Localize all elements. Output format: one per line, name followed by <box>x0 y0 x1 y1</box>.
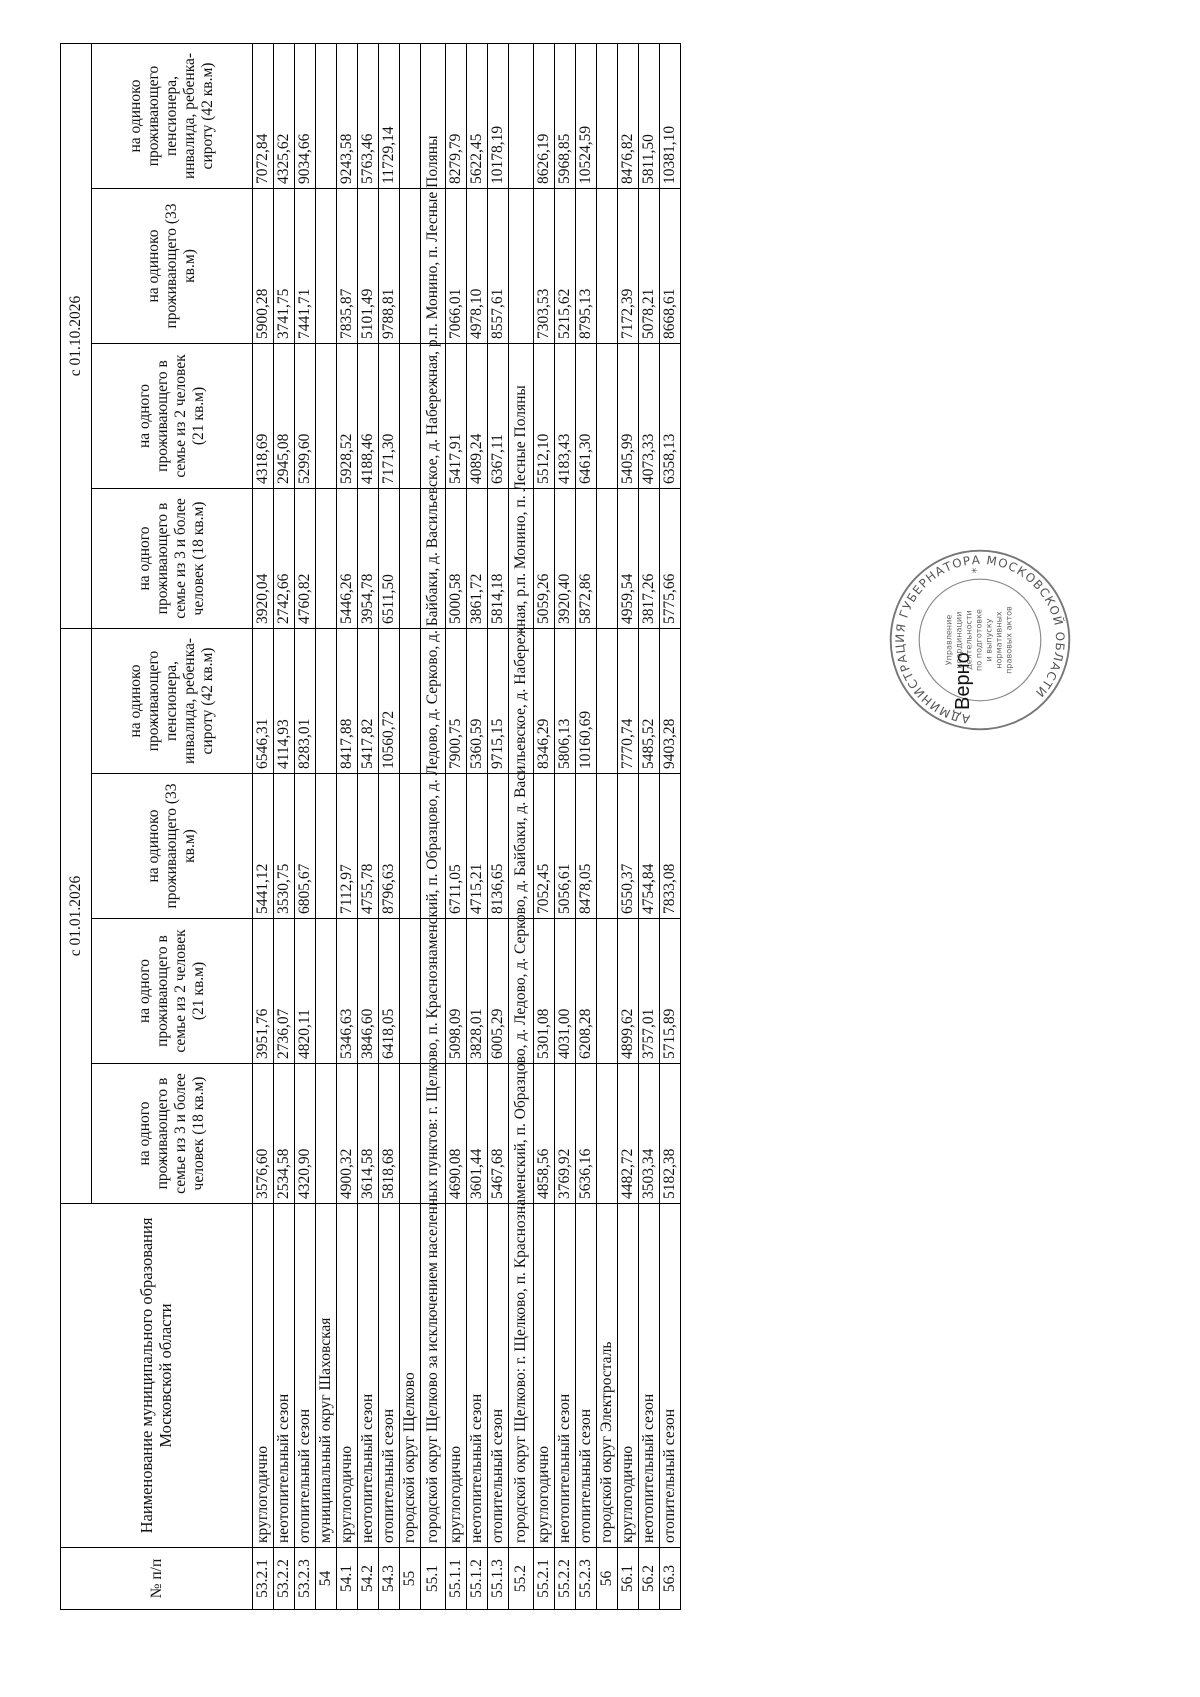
row-number: 53.2.2 <box>274 1548 295 1610</box>
rate-cell <box>316 774 337 919</box>
rate-cell <box>597 774 618 919</box>
rate-cell: 5417,91 <box>446 343 467 488</box>
rate-cell <box>316 488 337 628</box>
row-number: 55.1.3 <box>488 1548 509 1610</box>
rate-cell: 5968,85 <box>555 43 576 188</box>
rate-cell: 5182,38 <box>660 1064 681 1204</box>
rate-cell: 8476,82 <box>618 43 639 188</box>
rate-cell: 3861,72 <box>467 488 488 628</box>
rate-cell: 5059,26 <box>534 488 555 628</box>
rate-cell: 7171,30 <box>379 343 400 488</box>
rate-cell: 6550,37 <box>618 774 639 919</box>
rate-cell: 9788,81 <box>379 188 400 343</box>
rate-cell: 4690,08 <box>446 1064 467 1204</box>
rate-cell <box>316 628 337 773</box>
table-row <box>379 43 400 1609</box>
rate-cell: 9403,28 <box>660 628 681 773</box>
rate-cell: 5872,86 <box>576 488 597 628</box>
rate-cell: 3951,76 <box>253 919 274 1064</box>
row-name: круглогодично <box>337 1204 358 1548</box>
rate-cell: 7072,84 <box>253 43 274 188</box>
rate-cell: 5512,10 <box>534 343 555 488</box>
rate-cell: 3846,60 <box>358 919 379 1064</box>
rate-cell <box>597 188 618 343</box>
seal-inner-line: по подготовке <box>974 609 984 671</box>
rate-cell: 5806,13 <box>555 628 576 773</box>
row-name: городской округ Щелково за исключением населенных пунктов: г. Щелково, п. Краснознаменский, п. Образцово, д. Ледово, д. Серково, д. Байбаки, д. Васильевское, д. Набережная, р.п. Монино, п. Лесные Поляны <box>421 1204 446 1548</box>
rate-cell: 10178,19 <box>488 43 509 188</box>
header-name: Наименование муниципального образования Московской области <box>61 1204 253 1548</box>
table-row <box>400 43 421 1609</box>
row-name: круглогодично <box>446 1204 467 1548</box>
row-name: муниципальный округ Шаховская <box>316 1204 337 1548</box>
table-row <box>295 43 316 1609</box>
rate-cell <box>316 188 337 343</box>
rate-cell: 4031,00 <box>555 919 576 1064</box>
table-row <box>660 43 681 1609</box>
row-number: 54.3 <box>379 1548 400 1610</box>
rate-cell: 7052,45 <box>534 774 555 919</box>
row-number: 55.2.3 <box>576 1548 597 1610</box>
rate-cell: 5346,63 <box>337 919 358 1064</box>
rate-cell: 4320,90 <box>295 1064 316 1204</box>
seal-star-icon: * <box>969 567 983 574</box>
rate-cell: 5360,59 <box>467 628 488 773</box>
rate-cell: 5101,49 <box>358 188 379 343</box>
row-number: 53.2.1 <box>253 1548 274 1610</box>
table-row <box>618 43 639 1609</box>
rate-cell: 5441,12 <box>253 774 274 919</box>
rate-cell: 7172,39 <box>618 188 639 343</box>
rate-cell: 3920,04 <box>253 488 274 628</box>
rate-cell: 8668,61 <box>660 188 681 343</box>
rate-cell: 5715,89 <box>660 919 681 1064</box>
rate-cell <box>316 1064 337 1204</box>
rate-cell: 10524,59 <box>576 43 597 188</box>
row-name: круглогодично <box>253 1204 274 1548</box>
rate-cell: 7441,71 <box>295 188 316 343</box>
row-name: неотопительный сезон <box>274 1204 295 1548</box>
row-number: 55.1 <box>421 1548 446 1610</box>
rate-cell: 8283,01 <box>295 628 316 773</box>
rate-cell: 5299,60 <box>295 343 316 488</box>
rate-cell: 3503,34 <box>639 1064 660 1204</box>
rate-cell: 9034,66 <box>295 43 316 188</box>
tariff-table <box>60 43 681 1610</box>
rate-cell: 6461,30 <box>576 343 597 488</box>
header-sub-2: на одного проживающего в семье из 2 человек (21 кв.м) <box>92 919 253 1064</box>
row-name: круглогодично <box>534 1204 555 1548</box>
rate-cell: 5636,16 <box>576 1064 597 1204</box>
row-name: неотопительный сезон <box>358 1204 379 1548</box>
table-row <box>576 43 597 1609</box>
table-row <box>358 43 379 1609</box>
seal-inner-line: и выпуску <box>984 618 994 662</box>
table-row <box>274 43 295 1609</box>
rate-cell: 5098,09 <box>446 919 467 1064</box>
rate-cell: 8626,19 <box>534 43 555 188</box>
rate-cell: 5928,52 <box>337 343 358 488</box>
rate-cell <box>597 1064 618 1204</box>
rate-cell: 8417,88 <box>337 628 358 773</box>
rate-cell: 4760,82 <box>295 488 316 628</box>
rate-cell: 4820,11 <box>295 919 316 1064</box>
row-name: неотопительный сезон <box>639 1204 660 1548</box>
rate-cell: 7900,75 <box>446 628 467 773</box>
rate-cell: 3954,78 <box>358 488 379 628</box>
table-row <box>639 43 660 1609</box>
header-period-2: с 01.10.2026 <box>61 43 92 628</box>
rate-cell: 4318,69 <box>253 343 274 488</box>
row-number: 55 <box>400 1548 421 1610</box>
rate-cell: 8795,13 <box>576 188 597 343</box>
rate-cell: 4089,24 <box>467 343 488 488</box>
rate-cell: 5417,82 <box>358 628 379 773</box>
rate-cell: 4900,32 <box>337 1064 358 1204</box>
row-name: отопительный сезон <box>576 1204 597 1548</box>
rate-cell: 6805,67 <box>295 774 316 919</box>
rate-cell: 4715,21 <box>467 774 488 919</box>
row-number: 55.2.2 <box>555 1548 576 1610</box>
rate-cell: 6005,29 <box>488 919 509 1064</box>
rate-cell: 3601,44 <box>467 1064 488 1204</box>
table-row <box>555 43 576 1609</box>
rate-cell: 2534,58 <box>274 1064 295 1204</box>
seal-inner-line: нормативных <box>994 611 1004 669</box>
rate-cell: 4183,43 <box>555 343 576 488</box>
rate-cell: 4754,84 <box>639 774 660 919</box>
header-sub-1: на одного проживающего в семье из 3 и более человек (18 кв.м) <box>92 1064 253 1204</box>
row-name: городской округ Щелково: г. Щелково, п. Краснознаменский, п. Образцово, д. Ледово, д. Серково, д. Байбаки, д. Васильевское, д. Набережная, р.п. Монино, п. Лесные Поляны <box>509 1204 534 1548</box>
rate-cell: 4755,78 <box>358 774 379 919</box>
rate-cell <box>400 43 421 188</box>
rate-cell: 6208,28 <box>576 919 597 1064</box>
rate-cell: 10160,69 <box>576 628 597 773</box>
rate-cell: 5056,61 <box>555 774 576 919</box>
table-body <box>253 43 681 1609</box>
rate-cell: 2736,07 <box>274 919 295 1064</box>
table-row <box>488 43 509 1609</box>
row-number: 55.1.1 <box>446 1548 467 1610</box>
rotated-page <box>60 44 1140 1610</box>
rate-cell: 3614,58 <box>358 1064 379 1204</box>
rate-cell: 4482,72 <box>618 1064 639 1204</box>
row-number: 56.1 <box>618 1548 639 1610</box>
seal-inner-line: правовых актов <box>1004 606 1014 674</box>
header-sub-8: на одиноко проживающего пенсионера, инвалида, ребенка-сироту (42 кв.м) <box>92 43 253 188</box>
row-number: 56 <box>597 1548 618 1610</box>
rate-cell: 7112,97 <box>337 774 358 919</box>
rate-cell <box>400 774 421 919</box>
header-sub-3: на одиноко проживающего (33 кв.м) <box>92 774 253 919</box>
rate-cell: 7303,53 <box>534 188 555 343</box>
rate-cell: 5775,66 <box>660 488 681 628</box>
rate-cell: 6358,13 <box>660 343 681 488</box>
rate-cell: 9715,15 <box>488 628 509 773</box>
row-number: 54.2 <box>358 1548 379 1610</box>
seal-inner-line: деятельности <box>964 610 974 670</box>
rate-cell: 2742,66 <box>274 488 295 628</box>
rate-cell: 6511,50 <box>379 488 400 628</box>
rate-cell <box>509 188 534 343</box>
rate-cell: 7833,08 <box>660 774 681 919</box>
rate-cell: 3741,75 <box>274 188 295 343</box>
seal-inner-line: Управление <box>944 614 954 666</box>
rate-cell: 3769,92 <box>555 1064 576 1204</box>
rate-cell: 4325,62 <box>274 43 295 188</box>
rate-cell: 10381,10 <box>660 43 681 188</box>
row-name: отопительный сезон <box>379 1204 400 1548</box>
official-seal <box>885 545 1075 735</box>
rate-cell <box>400 628 421 773</box>
row-name: городской округ Электросталь <box>597 1204 618 1548</box>
rate-cell <box>597 488 618 628</box>
rate-cell: 7770,74 <box>618 628 639 773</box>
rate-cell: 3757,01 <box>639 919 660 1064</box>
table-row <box>446 43 467 1609</box>
rate-cell <box>400 1064 421 1204</box>
row-number: 54 <box>316 1548 337 1610</box>
rate-cell: 11729,14 <box>379 43 400 188</box>
row-number: 55.2.1 <box>534 1548 555 1610</box>
row-number: 53.2.3 <box>295 1548 316 1610</box>
rate-cell: 3530,75 <box>274 774 295 919</box>
rate-cell <box>400 343 421 488</box>
rate-cell: 5446,26 <box>337 488 358 628</box>
rate-cell: 5900,28 <box>253 188 274 343</box>
row-number: 56.2 <box>639 1548 660 1610</box>
row-number: 54.1 <box>337 1548 358 1610</box>
seal-outer-text: АДМИНИСТРАЦИЯ ГУБЕРНАТОРА МОСКОВСКОЙ ОБЛАСТИ <box>892 552 1068 727</box>
table-row <box>597 43 618 1609</box>
rate-cell: 5405,99 <box>618 343 639 488</box>
header-sub-7: на одиноко проживающего (33 кв.м) <box>92 188 253 343</box>
verno-mark: Верно <box>952 652 974 710</box>
rate-cell: 6711,05 <box>446 774 467 919</box>
rate-cell: 3920,40 <box>555 488 576 628</box>
rate-cell: 7835,87 <box>337 188 358 343</box>
rate-cell: 8136,65 <box>488 774 509 919</box>
rate-cell <box>597 43 618 188</box>
seal-inner-line: координации <box>954 611 964 669</box>
rate-cell: 4073,33 <box>639 343 660 488</box>
row-name: отопительный сезон <box>488 1204 509 1548</box>
row-name: отопительный сезон <box>660 1204 681 1548</box>
rate-cell: 5000,58 <box>446 488 467 628</box>
table-row <box>337 43 358 1609</box>
rate-cell: 5467,68 <box>488 1064 509 1204</box>
rate-cell: 8478,05 <box>576 774 597 919</box>
table-row <box>316 43 337 1609</box>
rate-cell: 10560,72 <box>379 628 400 773</box>
rate-cell: 6546,31 <box>253 628 274 773</box>
rate-cell: 4188,46 <box>358 343 379 488</box>
rate-cell <box>316 43 337 188</box>
table-row <box>253 43 274 1609</box>
rate-cell: 8279,79 <box>446 43 467 188</box>
header-no: № п/п <box>61 1548 253 1610</box>
row-number: 56.3 <box>660 1548 681 1610</box>
rate-cell <box>509 43 534 188</box>
rate-cell <box>316 919 337 1064</box>
row-name: круглогодично <box>618 1204 639 1548</box>
rate-cell: 5763,46 <box>358 43 379 188</box>
rate-cell: 5485,52 <box>639 628 660 773</box>
rate-cell: 5811,50 <box>639 43 660 188</box>
rate-cell: 5215,62 <box>555 188 576 343</box>
row-name: неотопительный сезон <box>555 1204 576 1548</box>
rate-cell <box>400 919 421 1064</box>
rate-cell: 7066,01 <box>446 188 467 343</box>
rate-cell: 5818,68 <box>379 1064 400 1204</box>
rate-cell: 2945,08 <box>274 343 295 488</box>
rate-cell: 3817,26 <box>639 488 660 628</box>
rate-cell <box>597 919 618 1064</box>
row-name: отопительный сезон <box>295 1204 316 1548</box>
rate-cell <box>316 343 337 488</box>
row-number: 55.2 <box>509 1548 534 1610</box>
table-row <box>509 43 534 1609</box>
table-row <box>534 43 555 1609</box>
rate-cell: 3576,60 <box>253 1064 274 1204</box>
rate-cell: 9243,58 <box>337 43 358 188</box>
rate-cell: 5301,08 <box>534 919 555 1064</box>
rate-cell: 4978,10 <box>467 188 488 343</box>
table-row <box>467 43 488 1609</box>
table-row <box>421 43 446 1609</box>
rate-cell <box>400 488 421 628</box>
row-name: городской округ Щелково <box>400 1204 421 1548</box>
rate-cell <box>597 343 618 488</box>
rate-cell: 4114,93 <box>274 628 295 773</box>
rate-cell: 3828,01 <box>467 919 488 1064</box>
header-sub-4: на одиноко проживающего пенсионера, инвалида, ребенка-сироту (42 кв.м) <box>92 628 253 773</box>
header-sub-5: на одного проживающего в семье из 3 и более человек (18 кв.м) <box>92 488 253 628</box>
header-sub-6: на одного проживающего в семье из 2 человек (21 кв.м) <box>92 343 253 488</box>
rate-cell: 6367,11 <box>488 343 509 488</box>
rate-cell: 4899,62 <box>618 919 639 1064</box>
rate-cell: 8346,29 <box>534 628 555 773</box>
rate-cell: 5078,21 <box>639 188 660 343</box>
rate-cell: 5622,45 <box>467 43 488 188</box>
rate-cell: 8796,63 <box>379 774 400 919</box>
rate-cell <box>597 628 618 773</box>
rate-cell: 4858,56 <box>534 1064 555 1204</box>
header-period-1: с 01.01.2026 <box>61 628 92 1203</box>
row-number: 55.1.2 <box>467 1548 488 1610</box>
rate-cell: 6418,05 <box>379 919 400 1064</box>
rate-cell: 4959,54 <box>618 488 639 628</box>
rate-cell: 8557,61 <box>488 188 509 343</box>
rate-cell <box>400 188 421 343</box>
row-name: неотопительный сезон <box>467 1204 488 1548</box>
rate-cell: 5814,18 <box>488 488 509 628</box>
